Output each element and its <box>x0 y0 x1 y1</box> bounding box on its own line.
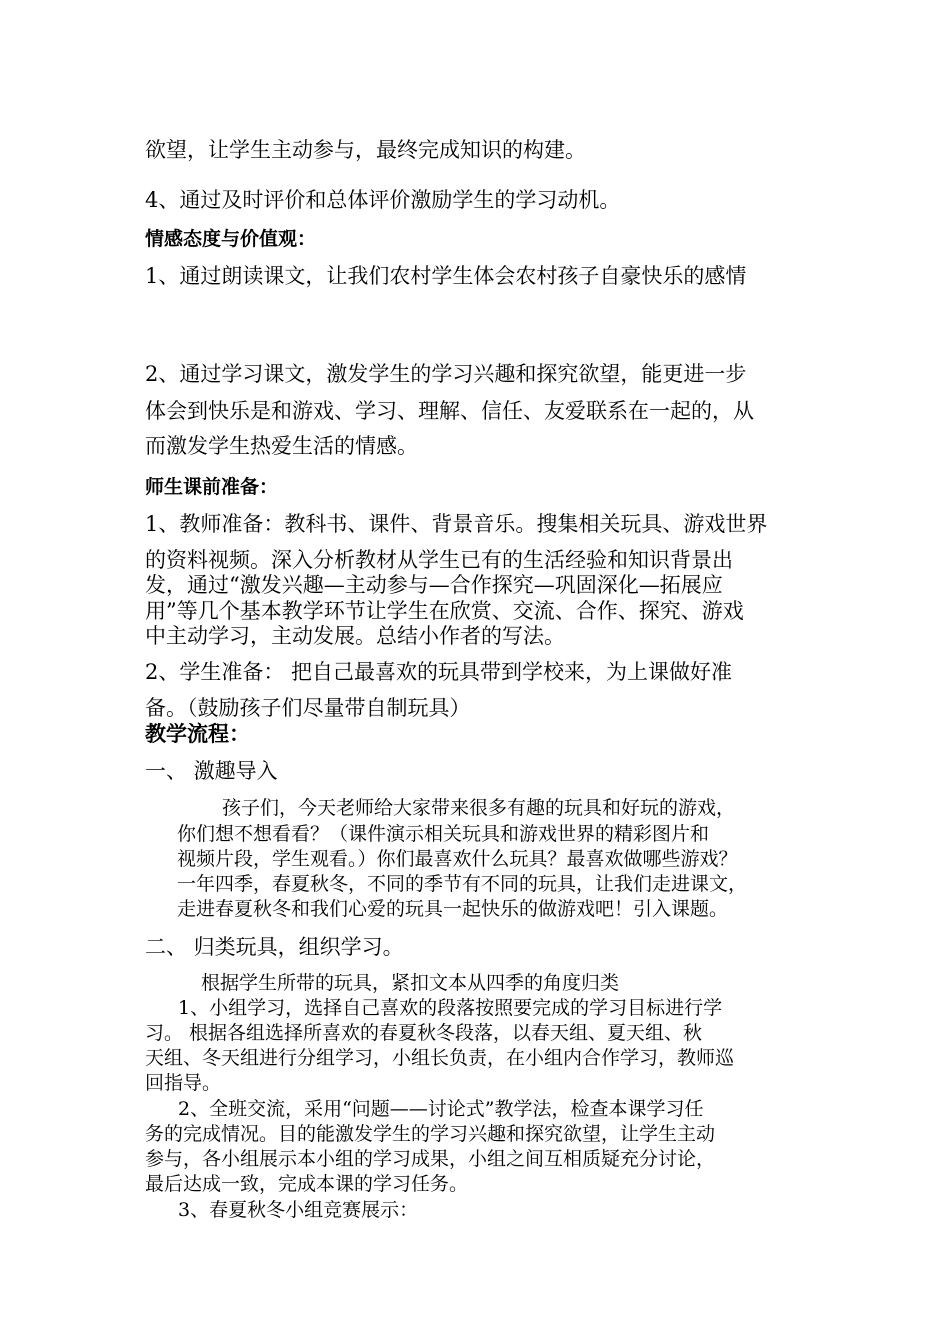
paragraph-line: 天组、冬天组进行分组学习，小组长负责，在小组内合作学习，教师巡 <box>145 1047 735 1069</box>
paragraph-line: 备。（鼓励孩子们尽量带自制玩具） <box>145 696 471 720</box>
paragraph-line: 一年四季，春夏秋冬，不同的季节有不同的玩具，让我们走进课文， <box>177 873 748 895</box>
section-heading: 师生课前准备： <box>145 476 279 498</box>
paragraph-line: 参与，各小组展示本小组的学习成果，小组之间互相质疑充分讨论， <box>145 1148 716 1170</box>
paragraph-line: 最后达成一致，完成本课的学习任务。 <box>145 1173 469 1195</box>
section-heading: 教学流程： <box>145 722 250 746</box>
paragraph-line: 视频片段，学生观看。）你们最喜欢什么玩具？最喜欢做哪些游戏？ <box>177 848 738 870</box>
paragraph-line: 2、全班交流，采用“问题——讨论式”教学法，检查本课学习任 <box>178 1098 704 1120</box>
paragraph-line: 回指导。 <box>145 1072 222 1094</box>
paragraph-line: 根据学生所带的玩具，紧扣文本从四季的角度归类 <box>201 972 620 994</box>
paragraph-line: 1、教师准备：教科书、课件、背景音乐。搜集相关玩具、游戏世界 <box>145 512 768 536</box>
paragraph-line: 体会到快乐是和游戏、学习、理解、信任、友爱联系在一起的，从 <box>145 399 754 423</box>
section-heading: 情感态度与价值观： <box>145 228 317 250</box>
paragraph-line: 1、通过朗读课文，让我们农村学生体会农村孩子自豪快乐的感情 <box>145 264 747 288</box>
paragraph-line: 孩子们，今天老师给大家带来很多有趣的玩具和好玩的游戏， <box>222 797 736 819</box>
paragraph-line: 2、学生准备： 把自己最喜欢的玩具带到学校来，为上课做好准 <box>145 660 733 684</box>
paragraph-line: 务的完成情况。目的能激发学生的学习兴趣和探究欲望，让学生主动 <box>145 1123 716 1145</box>
paragraph-line: 欲望，让学生主动参与，最终完成知识的构建。 <box>145 138 586 162</box>
paragraph-line: 2、通过学习课文，激发学生的学习兴趣和探究欲望，能更进一步 <box>145 362 747 386</box>
paragraph-line: 二、 归类玩具，组织学习。 <box>145 935 404 959</box>
paragraph-line: 1、小组学习，选择自己喜欢的段落按照要完成的学习目标进行学 <box>178 997 723 1019</box>
paragraph-line: 用”等几个基本教学环节让学生在欣赏、交流、合作、探究、游戏 <box>145 599 744 623</box>
paragraph-line: 中主动学习，主动发展。总结小作者的写法。 <box>145 624 565 648</box>
paragraph-line: 走进春夏秋冬和我们心爱的玩具一起快乐的做游戏吧！引入课题。 <box>177 898 729 920</box>
paragraph-line: 3、春夏秋冬小组竞赛展示： <box>178 1199 419 1221</box>
paragraph-line: 而激发学生热爱生活的情感。 <box>145 434 418 458</box>
paragraph-line: 习。 根据各组选择所喜欢的春夏秋冬段落，以春天组、夏天组、秋 <box>145 1022 703 1044</box>
paragraph-line: 一、 激趣导入 <box>145 759 278 783</box>
paragraph-line: 4、通过及时评价和总体评价激励学生的学习动机。 <box>145 188 621 212</box>
paragraph-line: 的资料视频。深入分析教材从学生已有的生活经验和知识背景出 <box>145 548 733 572</box>
paragraph-line: 你们想不想看看？（课件演示相关玩具和游戏世界的精彩图片和 <box>177 823 710 845</box>
paragraph-line: 发，通过“激发兴趣—主动参与—合作探究—巩固深化—拓展应 <box>145 573 723 597</box>
